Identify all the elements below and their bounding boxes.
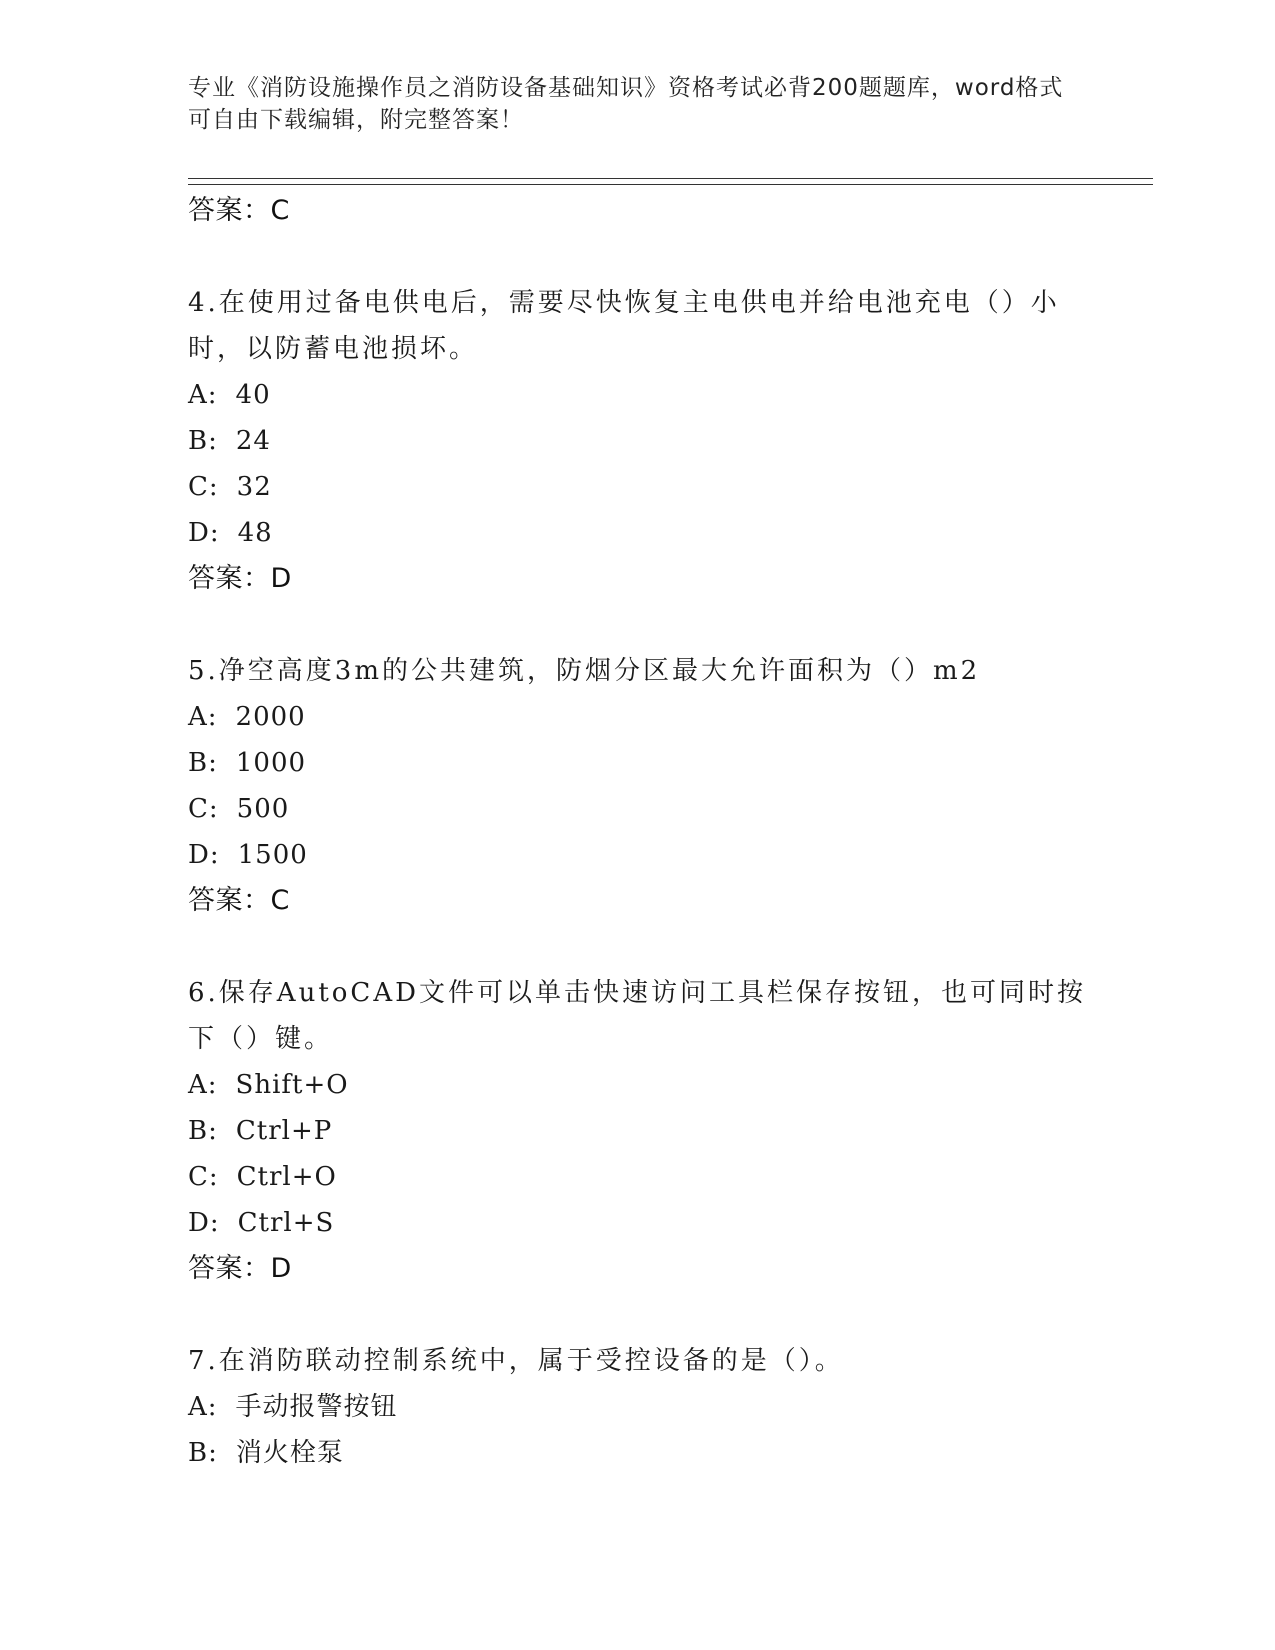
option-key: B: [188, 1438, 218, 1468]
option-key: C: [188, 472, 219, 502]
option-d [188, 1200, 1088, 1246]
option-value: Ctrl+O [236, 1162, 337, 1192]
option-key: D: [188, 840, 220, 870]
question-block [188, 280, 1088, 602]
option-key: B: [188, 1116, 218, 1146]
option-a [188, 1062, 1088, 1108]
question-text: 7.在消防联动控制系统中，属于受控设备的是（）。 [188, 1346, 844, 1376]
option-value: Ctrl+P [235, 1116, 333, 1146]
option-key: A: [188, 702, 218, 732]
option-d [188, 832, 1088, 878]
option-c [188, 1154, 1088, 1200]
question-text: 5.净空高度3m的公共建筑，防烟分区最大允许面积为（）m2 [188, 656, 981, 686]
answer-line: 答案：C [188, 885, 290, 916]
option-value: 24 [235, 426, 271, 456]
option-key: A: [188, 380, 218, 410]
question-block [188, 970, 1088, 1292]
header-divider-bottom [188, 184, 1153, 185]
option-key: D: [188, 1208, 220, 1238]
option-a [188, 372, 1088, 418]
option-value: 32 [236, 472, 272, 502]
option-value: Shift+O [235, 1070, 349, 1100]
option-key: A: [188, 1070, 218, 1100]
question-block [188, 1338, 1088, 1476]
option-key: B: [188, 426, 218, 456]
option-value: 1500 [237, 840, 308, 870]
option-value: 48 [237, 518, 273, 548]
option-key: C: [188, 1162, 219, 1192]
option-b [188, 418, 1088, 464]
option-value: Ctrl+S [237, 1208, 335, 1238]
document-header: 专业《消防设施操作员之消防设备基础知识》资格考试必背200题题库，word格式可自由下载编辑，附完整答案！ [188, 75, 1064, 133]
option-value: 1000 [235, 748, 307, 778]
header-divider-top [188, 178, 1153, 179]
option-value: 500 [236, 794, 290, 824]
option-b [188, 1108, 1088, 1154]
option-key: A: [188, 1392, 218, 1422]
question-list [188, 188, 1088, 1476]
option-a [188, 1384, 1088, 1430]
option-a [188, 694, 1088, 740]
option-value: 40 [235, 380, 271, 410]
option-key: D: [188, 518, 220, 548]
option-value: 手动报警按钮 [235, 1392, 398, 1422]
option-b [188, 1430, 1088, 1476]
question-text: 4.在使用过备电供电后，需要尽快恢复主电供电并给电池充电（）小时，以防蓄电池损坏。 [188, 288, 1060, 364]
option-d [188, 510, 1088, 556]
question-text: 6.保存AutoCAD文件可以单击快速访问工具栏保存按钮，也可同时按下（）键。 [188, 978, 1086, 1054]
option-value: 2000 [235, 702, 306, 732]
option-c [188, 464, 1088, 510]
answer-line: 答案：C [188, 195, 290, 226]
option-key: C: [188, 794, 219, 824]
option-b [188, 740, 1088, 786]
question-block [188, 648, 1088, 924]
option-key: B: [188, 748, 218, 778]
option-c [188, 786, 1088, 832]
answer-line: 答案：D [188, 563, 292, 594]
answer-line: 答案：D [188, 1253, 292, 1284]
option-value: 消火栓泵 [235, 1438, 344, 1468]
